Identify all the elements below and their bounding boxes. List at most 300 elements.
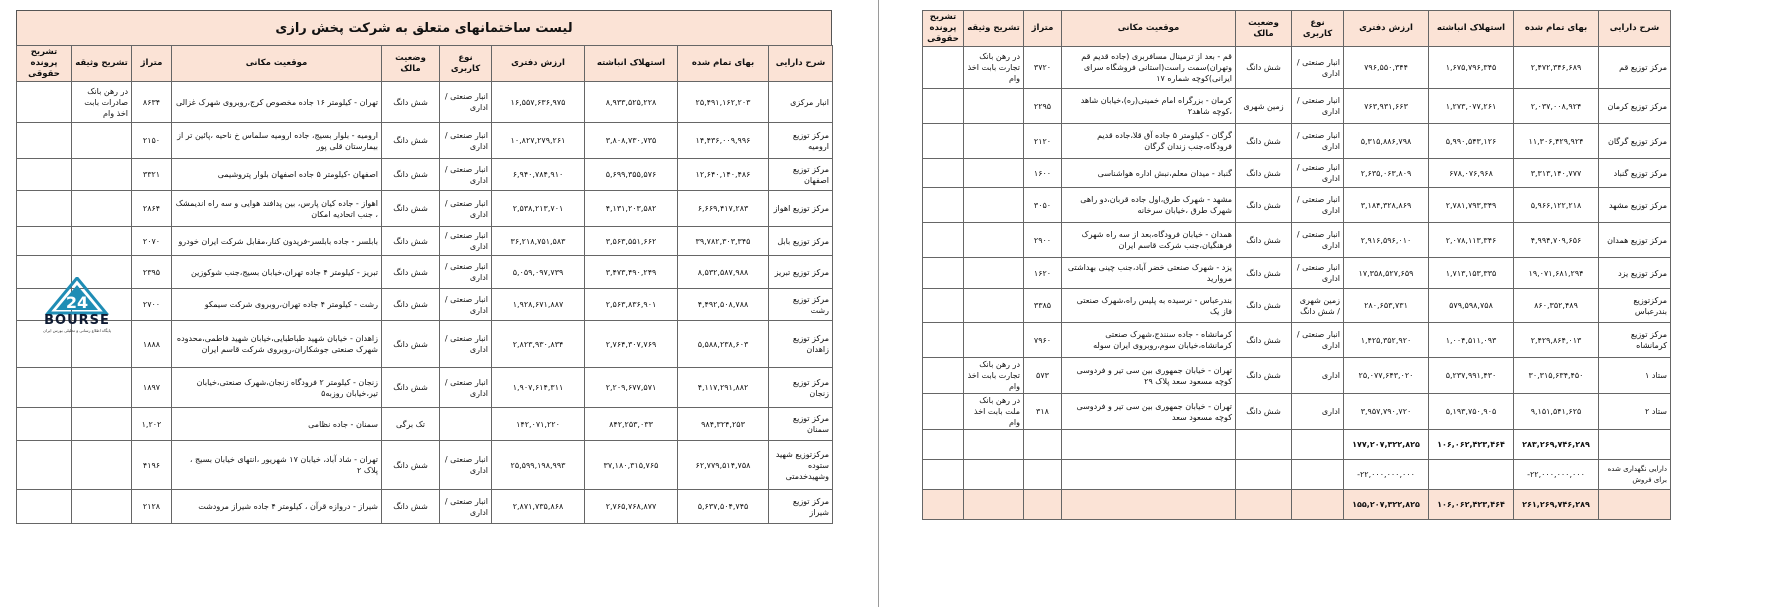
depreciation-cell: ۳۷,۱۸۰,۳۱۵,۷۶۵ [585, 441, 678, 490]
asset-cell: مرکزتوزیع بندرعباس [1599, 289, 1671, 323]
book-value-cell: ۵,۰۵۹,۰۹۷,۷۳۹ [492, 256, 585, 289]
area-cell: ۲۲۹۵ [1024, 89, 1062, 124]
table-row [17, 82, 833, 123]
asset-cell: مرکز توزیع یزد [1599, 258, 1671, 289]
location-cell: تهران - خیابان جمهوری بین سی تیر و فردوسی کوچه مسعود سعد پلاک ۲۹ [1062, 358, 1236, 394]
usage-cell: انبار صنعتی / اداری [1292, 223, 1344, 258]
header-ownership: وضعیت مالک [382, 46, 440, 82]
depreciation-cell: ۳,۵۶۳,۵۵۱,۶۶۲ [585, 227, 678, 256]
header-collateral: تشریح وثیقه [964, 11, 1024, 47]
asset-cell: مرکز توزیع کرمان [1599, 89, 1671, 124]
header-legal: تشریح پرونده حقوقی [17, 46, 72, 82]
legal-cell [17, 368, 72, 408]
ownership-cell: شش دانگ [382, 82, 440, 123]
asset-cell: مرکز توزیع کرمانشاه [1599, 323, 1671, 358]
book-value-cell: ۶,۹۴۰,۷۸۴,۹۱۰ [492, 159, 585, 191]
header-cost: بهای تمام شده [1514, 11, 1599, 47]
legal-cell [923, 323, 964, 358]
asset-cell: مرکز توزیع ارومیه [769, 123, 833, 159]
ownership-cell: شش دانگ [1236, 394, 1292, 430]
area-cell: ۳۰۵۰ [1024, 188, 1062, 223]
empty-cell [1062, 430, 1236, 460]
legal-cell [923, 188, 964, 223]
book-value-cell: ۲,۶۳۵,۰۶۳,۸۰۹ [1344, 159, 1429, 188]
ownership-cell: شش دانگ [382, 123, 440, 159]
table-row [923, 124, 1671, 159]
cost-cell: ۵,۶۳۷,۵۰۴,۷۴۵ [678, 490, 769, 524]
legal-cell [17, 490, 72, 524]
ownership-cell: تک برگی [382, 408, 440, 441]
depreciation-cell: ۵,۲۳۷,۹۹۱,۴۳۰ [1429, 358, 1514, 394]
depreciation-cell: ۳,۸۰۸,۷۳۰,۷۳۵ [585, 123, 678, 159]
usage-cell: انبار صنعتی / اداری [440, 321, 492, 368]
book-value-cell: ۲,۸۷۱,۷۳۵,۸۶۸ [492, 490, 585, 524]
ownership-cell: شش دانگ [382, 321, 440, 368]
total-label [1599, 490, 1671, 520]
usage-cell: انبار صنعتی / اداری [440, 227, 492, 256]
svg-text:24: 24 [65, 293, 89, 312]
collateral-cell [72, 408, 132, 441]
legal-cell [17, 441, 72, 490]
table-body-right [923, 47, 1671, 430]
usage-cell: انبار صنعتی / اداری [440, 289, 492, 321]
depreciation-cell: ۳,۴۷۳,۴۹۰,۲۴۹ [585, 256, 678, 289]
location-cell: اهواز - جاده کیان پارس، بین پدافند هوایی و سه راه اندیمشک ، جنب اتحادیه امکان [172, 191, 382, 227]
table-row [17, 368, 833, 408]
table-row [923, 394, 1671, 430]
empty-cell [1024, 490, 1062, 520]
ownership-cell: شش دانگ [382, 490, 440, 524]
book-value-cell: ۱۰,۸۲۷,۲۷۹,۲۶۱ [492, 123, 585, 159]
ownership-cell: شش دانگ [1236, 124, 1292, 159]
usage-cell: زمین شهری / شش دانگ [1292, 289, 1344, 323]
book-value-cell: ۱۶,۵۵۷,۶۳۶,۹۷۵ [492, 82, 585, 123]
usage-cell: انبار صنعتی / اداری [440, 490, 492, 524]
usage-cell: اداری [1292, 394, 1344, 430]
table-row [923, 289, 1671, 323]
location-cell: ارومیه - بلوار بسیج، جاده ارومیه سلماس خ ناحیه ،پائین تر از بیمارستان قلی پور [172, 123, 382, 159]
empty-cell [1024, 460, 1062, 490]
depreciation-cell: ۵۷۹,۵۹۸,۷۵۸ [1429, 289, 1514, 323]
usage-cell: انبار صنعتی / اداری [440, 159, 492, 191]
table-row [17, 321, 833, 368]
asset-cell: مرکز توزیع مشهد [1599, 188, 1671, 223]
usage-cell [440, 408, 492, 441]
asset-cell: ستاد ۲ [1599, 394, 1671, 430]
location-cell: زاهدان - خیابان شهید طباطبایی،خیابان شهید فاطمی،محدوده شهرک صنعتی جوشکاران،روبروی شرکت قاسم ایران [172, 321, 382, 368]
depreciation-cell: ۵,۱۹۳,۷۵۰,۹۰۵ [1429, 394, 1514, 430]
depreciation-cell: ۵,۹۹۰,۵۴۳,۱۲۶ [1429, 124, 1514, 159]
subtotal-book-value: ۱۷۷,۲۰۷,۳۲۲,۸۲۵ [1344, 430, 1429, 460]
legal-cell [923, 89, 964, 124]
header-location: موقعیت مکانی [1062, 11, 1236, 47]
legal-cell [923, 394, 964, 430]
ownership-cell: شش دانگ [382, 289, 440, 321]
page-right [922, 10, 1670, 520]
total-row [923, 490, 1671, 520]
held-for-sale-label: دارایی نگهداری شده برای فروش [1599, 460, 1671, 490]
usage-cell: انبار صنعتی / اداری [1292, 323, 1344, 358]
collateral-cell [964, 258, 1024, 289]
book-value-cell: ۱,۴۲۵,۳۵۲,۹۲۰ [1344, 323, 1429, 358]
asset-cell: مرکز توزیع رشت [769, 289, 833, 321]
header-legal: تشریح پرونده حقوقی [923, 11, 964, 47]
ownership-cell: شش دانگ [382, 368, 440, 408]
table-row [17, 123, 833, 159]
header-collateral: تشریح وثیقه [72, 46, 132, 82]
asset-cell: مرکزتوزیع شهید ستوده وشهیدخدمتی [769, 441, 833, 490]
book-value-cell: ۵,۳۱۵,۸۸۶,۷۹۸ [1344, 124, 1429, 159]
collateral-cell [964, 289, 1024, 323]
collateral-cell: در رهن بانک صادرات بابت اخذ وام [72, 82, 132, 123]
ownership-cell: شش دانگ [382, 191, 440, 227]
location-cell: تهران - خیابان جمهوری بین سی تیر و فردوسی کوچه مسعود سعد [1062, 394, 1236, 430]
depreciation-cell: ۱,۲۷۳,۰۷۷,۲۶۱ [1429, 89, 1514, 124]
collateral-cell [72, 191, 132, 227]
book-value-cell: ۱,۹۰۷,۶۱۴,۳۱۱ [492, 368, 585, 408]
cost-cell: ۹,۱۵۱,۵۴۱,۶۲۵ [1514, 394, 1599, 430]
book-value-cell: ۳۶,۲۱۸,۷۵۱,۵۸۳ [492, 227, 585, 256]
location-cell: تهران - کیلومتر ۱۶ جاده مخصوص کرج،روبروی شهرک غزالی [172, 82, 382, 123]
header-cost: بهای تمام شده [678, 46, 769, 82]
ownership-cell: شش دانگ [1236, 188, 1292, 223]
legal-cell [923, 258, 964, 289]
book-value-cell: ۲,۸۲۳,۹۳۰,۸۳۴ [492, 321, 585, 368]
bourse24-logo-icon [30, 277, 124, 315]
total-book-value: ۱۵۵,۲۰۷,۳۲۲,۸۲۵ [1344, 490, 1429, 520]
location-cell: گنباد - میدان معلم،نبش اداره هواشناسی [1062, 159, 1236, 188]
table-header-row [923, 11, 1671, 47]
table-row [17, 289, 833, 321]
area-cell: ۳۳۸۵ [1024, 289, 1062, 323]
collateral-cell [964, 223, 1024, 258]
depreciation-cell: ۱,۰۰۴,۵۱۱,۰۹۳ [1429, 323, 1514, 358]
cost-cell: ۲,۴۷۲,۳۴۶,۶۸۹ [1514, 47, 1599, 89]
book-value-cell: ۳,۹۵۷,۷۹۰,۷۲۰ [1344, 394, 1429, 430]
header-book-value: ارزش دفتری [492, 46, 585, 82]
legal-cell [17, 227, 72, 256]
empty-cell [1236, 460, 1292, 490]
area-cell: ۵۷۳ [1024, 358, 1062, 394]
book-value-cell: ۱,۹۲۸,۶۷۱,۸۸۷ [492, 289, 585, 321]
total-depreciation: ۱۰۶,۰۶۲,۴۲۳,۴۶۴ [1429, 490, 1514, 520]
book-value-cell: ۲,۹۱۶,۵۹۶,۰۱۰ [1344, 223, 1429, 258]
legal-cell [923, 47, 964, 89]
cost-cell: ۴,۴۹۲,۵۰۸,۷۸۸ [678, 289, 769, 321]
location-cell: تبریز - کیلومتر ۴ جاده تهران،خیابان بسیج،جنب شوکوزین [172, 256, 382, 289]
location-cell: کرمانشاه - جاده سنندج،شهرک صنعتی کرمانشاه،خیابان سوم،روبروی ایران سوله [1062, 323, 1236, 358]
header-area: متراژ [1024, 11, 1062, 47]
usage-cell: انبار صنعتی / اداری [440, 191, 492, 227]
header-depreciation: استهلاک انباشته [1429, 11, 1514, 47]
collateral-cell [964, 89, 1024, 124]
legal-cell [923, 223, 964, 258]
usage-cell: انبار صنعتی / اداری [440, 82, 492, 123]
table-row [17, 191, 833, 227]
asset-cell: مرکز توزیع زنجان [769, 368, 833, 408]
empty-cell [1292, 430, 1344, 460]
header-location: موقعیت مکانی [172, 46, 382, 82]
location-cell: مشهد - شهرک طرق،اول جاده قربان،دو راهی شهرک طرق ،خیابان سرخانه [1062, 188, 1236, 223]
cost-cell: ۲,۴۲۹,۸۶۴,۰۱۳ [1514, 323, 1599, 358]
collateral-cell [72, 368, 132, 408]
area-cell: ۱,۲۰۲ [132, 408, 172, 441]
empty-cell [1429, 460, 1514, 490]
table-row [17, 159, 833, 191]
depreciation-cell: ۲,۰۷۸,۱۱۳,۳۴۶ [1429, 223, 1514, 258]
asset-cell: مرکز توزیع همدان [1599, 223, 1671, 258]
depreciation-cell: ۲,۵۶۳,۸۳۶,۹۰۱ [585, 289, 678, 321]
table-row [923, 159, 1671, 188]
book-value-cell: ۲,۵۳۸,۲۱۳,۷۰۱ [492, 191, 585, 227]
ownership-cell: شش دانگ [382, 227, 440, 256]
subtotal-depreciation: ۱۰۶,۰۶۲,۴۲۳,۴۶۴ [1429, 430, 1514, 460]
depreciation-cell: ۲,۷۸۱,۷۹۳,۳۴۹ [1429, 188, 1514, 223]
table-row [17, 408, 833, 441]
area-cell: ۳۳۲۱ [132, 159, 172, 191]
collateral-cell [964, 188, 1024, 223]
table-header-row [17, 46, 833, 82]
table-row [17, 256, 833, 289]
usage-cell: انبار صنعتی / اداری [1292, 47, 1344, 89]
asset-cell: مرکز توزیع قم [1599, 47, 1671, 89]
ownership-cell: شش دانگ [1236, 289, 1292, 323]
cost-cell: ۶,۶۶۹,۴۱۷,۲۸۳ [678, 191, 769, 227]
ownership-cell: شش دانگ [1236, 223, 1292, 258]
depreciation-cell: ۸۴۲,۲۵۳,۰۳۳ [585, 408, 678, 441]
collateral-cell [964, 323, 1024, 358]
location-cell: تهران - شاد آباد، خیابان ۱۷ شهریور ،انتهای خیابان بسیج ، پلاک ۲ [172, 441, 382, 490]
legal-cell [17, 159, 72, 191]
cost-cell: ۶۲,۷۷۹,۵۱۴,۷۵۸ [678, 441, 769, 490]
area-cell: ۲۸۶۴ [132, 191, 172, 227]
subtotal-label [1599, 430, 1671, 460]
location-cell: رشت - کیلومتر ۴ جاده تهران،روبروی شرکت سیمکو [172, 289, 382, 321]
page-divider [878, 0, 879, 607]
area-cell: ۲۹۰۰ [1024, 223, 1062, 258]
usage-cell: انبار صنعتی / اداری [1292, 89, 1344, 124]
cost-cell: ۴,۱۱۷,۲۹۱,۸۸۲ [678, 368, 769, 408]
empty-cell [1024, 430, 1062, 460]
asset-cell: مرکز توزیع شیراز [769, 490, 833, 524]
cost-cell: ۲۵,۴۹۱,۱۶۲,۲۰۳ [678, 82, 769, 123]
ownership-cell: شش دانگ [1236, 323, 1292, 358]
document-title: لیست ساختمانهای متعلق به شرکت پخش رازی [16, 10, 832, 45]
usage-cell: انبار صنعتی / اداری [440, 441, 492, 490]
location-cell: شیراز - دروازه قرآن ، کیلومتر ۴ جاده شیراز مرودشت [172, 490, 382, 524]
table-row [17, 227, 833, 256]
table-row [17, 490, 833, 524]
legal-cell [17, 82, 72, 123]
logo-word: BOURSE [44, 313, 110, 328]
ownership-cell: شش دانگ [1236, 47, 1292, 89]
area-cell: ۱۸۸۸ [132, 321, 172, 368]
area-cell: ۳۷۲۰ [1024, 47, 1062, 89]
table-row [923, 223, 1671, 258]
empty-cell [1292, 490, 1344, 520]
depreciation-cell: ۶۷۸,۰۷۶,۹۶۸ [1429, 159, 1514, 188]
header-asset: شرح دارایی [1599, 11, 1671, 47]
header-usage: نوع کاربری [440, 46, 492, 82]
book-value-cell: ۷۹۶,۵۵۰,۳۴۴ [1344, 47, 1429, 89]
empty-cell [1292, 460, 1344, 490]
asset-cell: ستاد ۱ [1599, 358, 1671, 394]
empty-cell [1236, 430, 1292, 460]
legal-cell [923, 289, 964, 323]
ownership-cell: زمین شهری [1236, 89, 1292, 124]
depreciation-cell: ۲,۲۰۹,۶۷۷,۵۷۱ [585, 368, 678, 408]
table-summary [923, 430, 1671, 520]
asset-cell: مرکز توزیع گرگان [1599, 124, 1671, 159]
table-row [923, 358, 1671, 394]
empty-cell [964, 490, 1024, 520]
asset-cell: مرکز توزیع اصفهان [769, 159, 833, 191]
cost-cell: ۴,۹۹۴,۷۰۹,۶۵۶ [1514, 223, 1599, 258]
held-for-sale-row [923, 460, 1671, 490]
book-value-cell: ۲۸۰,۶۵۳,۷۳۱ [1344, 289, 1429, 323]
usage-cell: انبار صنعتی / اداری [1292, 124, 1344, 159]
collateral-cell [72, 490, 132, 524]
cost-cell: ۱۴,۴۳۶,۰۰۹,۹۹۶ [678, 123, 769, 159]
book-value-cell: ۱۴۲,۰۷۱,۲۲۰ [492, 408, 585, 441]
logo-subtitle: پایگاه اطلاع رسانی و تحلیلی بورس ایران [43, 328, 111, 333]
collateral-cell [964, 159, 1024, 188]
usage-cell: انبار صنعتی / اداری [1292, 188, 1344, 223]
header-depreciation: استهلاک انباشته [585, 46, 678, 82]
empty-cell [1062, 460, 1236, 490]
ownership-cell: شش دانگ [1236, 159, 1292, 188]
depreciation-cell: ۴,۱۳۱,۲۰۳,۵۸۲ [585, 191, 678, 227]
depreciation-cell: ۵,۶۹۹,۳۵۵,۵۷۶ [585, 159, 678, 191]
subtotal-cost: ۲۸۳,۲۶۹,۷۴۶,۲۸۹ [1514, 430, 1599, 460]
page-left [16, 10, 832, 524]
collateral-cell: در رهن بانک تجارت بابت اخذ وام [964, 47, 1024, 89]
bourse24-logo [30, 277, 124, 335]
held-for-sale-book-value: -۲۲,۰۰۰,۰۰۰,۰۰۰ [1344, 460, 1429, 490]
legal-cell [923, 124, 964, 159]
collateral-cell [964, 124, 1024, 159]
usage-cell: انبار صنعتی / اداری [1292, 258, 1344, 289]
depreciation-cell: ۱,۶۷۵,۷۹۶,۳۴۵ [1429, 47, 1514, 89]
table-row [923, 258, 1671, 289]
empty-cell [964, 460, 1024, 490]
collateral-cell [72, 123, 132, 159]
cost-cell: ۸,۵۳۲,۵۸۷,۹۸۸ [678, 256, 769, 289]
empty-cell [964, 430, 1024, 460]
book-value-cell: ۱۷,۳۵۸,۵۲۷,۶۵۹ [1344, 258, 1429, 289]
table-row [17, 441, 833, 490]
table-row [923, 47, 1671, 89]
area-cell: ۲۱۲۰ [1024, 124, 1062, 159]
area-cell: ۸۶۳۴ [132, 82, 172, 123]
area-cell: ۱۶۲۰ [1024, 258, 1062, 289]
collateral-cell: در رهن بانک ملت بابت اخذ وام [964, 394, 1024, 430]
depreciation-cell: ۲,۷۶۵,۷۶۸,۸۷۷ [585, 490, 678, 524]
depreciation-cell: ۱,۷۱۳,۱۵۳,۳۳۵ [1429, 258, 1514, 289]
area-cell: ۲۱۵۰ [132, 123, 172, 159]
location-cell: اصفهان -کیلومتر ۵ جاده اصفهان بلوار پتروشیمی [172, 159, 382, 191]
collateral-cell [72, 159, 132, 191]
cost-cell: ۵,۹۶۶,۱۲۲,۲۱۸ [1514, 188, 1599, 223]
asset-cell: مرکز توزیع سمنان [769, 408, 833, 441]
empty-cell [1236, 490, 1292, 520]
collateral-cell [72, 227, 132, 256]
ownership-cell: شش دانگ [382, 441, 440, 490]
usage-cell: انبار صنعتی / اداری [440, 123, 492, 159]
header-asset: شرح دارایی [769, 46, 833, 82]
book-value-cell: ۲۵,۵۹۹,۱۹۸,۹۹۳ [492, 441, 585, 490]
book-value-cell: ۳,۱۸۴,۳۲۸,۸۶۹ [1344, 188, 1429, 223]
location-cell: سمنان - جاده نظامی [172, 408, 382, 441]
legal-cell [17, 408, 72, 441]
asset-cell: انبار مرکزی [769, 82, 833, 123]
cost-cell: ۳۹,۷۸۲,۳۰۳,۳۴۵ [678, 227, 769, 256]
area-cell: ۱۶۰۰ [1024, 159, 1062, 188]
cost-cell: ۱۱,۳۰۶,۴۲۹,۹۲۴ [1514, 124, 1599, 159]
empty-cell [923, 430, 964, 460]
empty-cell [1062, 490, 1236, 520]
cost-cell: ۳,۳۱۳,۱۴۰,۷۷۷ [1514, 159, 1599, 188]
area-cell: ۲۱۲۸ [132, 490, 172, 524]
cost-cell: ۱۲,۶۴۰,۱۴۰,۴۸۶ [678, 159, 769, 191]
header-usage: نوع کاربری [1292, 11, 1344, 47]
total-cost: ۲۶۱,۲۶۹,۷۴۶,۲۸۹ [1514, 490, 1599, 520]
area-cell: ۳۱۸ [1024, 394, 1062, 430]
table-row [923, 188, 1671, 223]
location-cell: قم - بعد از ترمینال مسافربری (جاده قدیم قم وتهران)سمت راست(استانی فروشگاه سرای ایرانی)کوچه شماره ۱۷ [1062, 47, 1236, 89]
location-cell: بابلسر - جاده بابلسر-فریدون کنار،مقابل شرکت ایران خودرو [172, 227, 382, 256]
cost-cell: ۱۹,۰۷۱,۶۸۱,۲۹۴ [1514, 258, 1599, 289]
cost-cell: ۲,۰۳۷,۰۰۸,۹۲۴ [1514, 89, 1599, 124]
asset-cell: مرکز توزیع زاهدان [769, 321, 833, 368]
ownership-cell: شش دانگ [382, 159, 440, 191]
collateral-cell [72, 441, 132, 490]
ownership-cell: شش دانگ [1236, 258, 1292, 289]
empty-cell [923, 490, 964, 520]
area-cell: ۴۱۹۶ [132, 441, 172, 490]
header-ownership: وضعیت مالک [1236, 11, 1292, 47]
ownership-cell: شش دانگ [382, 256, 440, 289]
cost-cell: ۳۰,۳۱۵,۶۳۴,۴۵۰ [1514, 358, 1599, 394]
depreciation-cell: ۲,۷۶۴,۳۰۷,۷۶۹ [585, 321, 678, 368]
usage-cell: اداری [1292, 358, 1344, 394]
header-area: متراژ [132, 46, 172, 82]
asset-cell: مرکز توزیع اهواز [769, 191, 833, 227]
area-cell: ۱۸۹۷ [132, 368, 172, 408]
location-cell: زنجان - کیلومتر ۲ فرودگاه زنجان،شهرک صنعتی،خیابان تیر،خیابان روزبه۵ [172, 368, 382, 408]
depreciation-cell: ۸,۹۳۳,۵۲۵,۲۲۸ [585, 82, 678, 123]
cost-cell: ۵,۵۸۸,۲۳۸,۶۰۳ [678, 321, 769, 368]
cost-cell: ۹۸۴,۳۲۴,۲۵۳ [678, 408, 769, 441]
legal-cell [923, 159, 964, 188]
area-cell: ۲۰۷۰ [132, 227, 172, 256]
asset-cell: مرکز توزیع گنباد [1599, 159, 1671, 188]
cost-cell: ۸۶۰,۳۵۲,۴۸۹ [1514, 289, 1599, 323]
table-row [923, 89, 1671, 124]
legal-cell [923, 358, 964, 394]
asset-cell: مرکز توزیع تبریز [769, 256, 833, 289]
header-book-value: ارزش دفتری [1344, 11, 1429, 47]
usage-cell: انبار صنعتی / اداری [440, 368, 492, 408]
book-value-cell: ۲۵,۰۷۷,۶۴۳,۰۲۰ [1344, 358, 1429, 394]
book-value-cell: ۷۶۳,۹۳۱,۶۶۳ [1344, 89, 1429, 124]
location-cell: همدان - خیابان فرودگاه،بعد از سه راه شهرک فرهنگیان،جنب شرکت قاسم ایران [1062, 223, 1236, 258]
asset-cell: مرکز توزیع بابل [769, 227, 833, 256]
legal-cell [17, 123, 72, 159]
table-row [923, 323, 1671, 358]
table-body-left [17, 82, 833, 524]
usage-cell: انبار صنعتی / اداری [440, 256, 492, 289]
